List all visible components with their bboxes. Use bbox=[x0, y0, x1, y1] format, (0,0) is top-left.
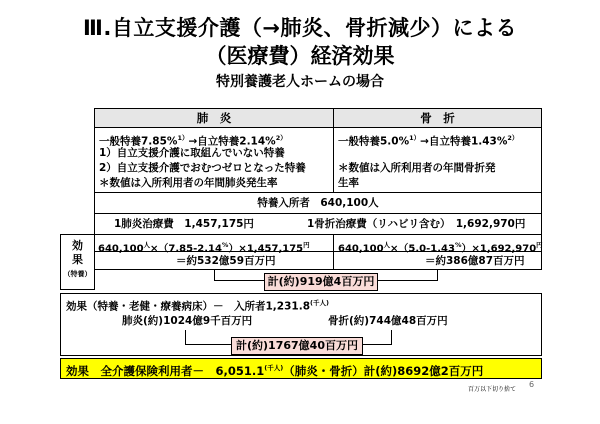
all-facilities-total: 計(約)1767億40百万円 bbox=[231, 337, 363, 355]
residents-label: 特養入所者 640,100人 bbox=[257, 197, 379, 209]
footnote-1: 1） bbox=[409, 134, 421, 142]
footer-note: 百万以下切り捨て bbox=[468, 386, 517, 393]
calc-residents: 640,100 bbox=[338, 243, 384, 255]
total-effect-users: 効果 全介護保険利用者－ 6,051.1 bbox=[66, 363, 265, 378]
effect-all-line1 bbox=[66, 296, 329, 314]
unit-thousand-people: (千人) bbox=[264, 364, 284, 372]
effect-all-pneumonia: 肺炎(約)1024億9千百万円 bbox=[122, 315, 253, 327]
total-effect-amount: （肺炎・骨折）計(約)8692億2百万円 bbox=[283, 363, 484, 378]
fracture-header: 骨 折 bbox=[333, 108, 542, 128]
pneumonia-result: ＝約532億59百万円 bbox=[176, 255, 276, 267]
unit-yen: 円 bbox=[536, 241, 543, 249]
title-line-1: Ⅲ.自立支援介護（→肺炎、骨折減少）による bbox=[83, 16, 517, 40]
unit-percent: % bbox=[221, 241, 229, 249]
unit-percent: % bbox=[454, 241, 462, 249]
pneumonia-note-2: 2）自立支援介護でおむつゼロとなった特養 bbox=[99, 162, 306, 174]
footnote-2: 2） bbox=[275, 134, 287, 142]
unit-yen: 円 bbox=[303, 241, 310, 249]
subtitle: 特別養護老人ホームの場合 bbox=[216, 74, 384, 90]
effect-all-fracture: 骨折(約)744億48百万円 bbox=[328, 315, 448, 327]
connector-all-right bbox=[391, 330, 392, 345]
unit-person: 人 bbox=[143, 241, 151, 249]
effect-all-residents: 効果（特養・老健・療養病床）－ 入所者1,231.8 bbox=[66, 300, 311, 313]
pneumonia-note-1: 1）自立支援介護に取組んでいない特養 bbox=[99, 147, 285, 159]
effect-label-3: （特養） bbox=[63, 270, 92, 278]
footnote-1: 1） bbox=[177, 134, 189, 142]
calc-cost: ）×1,457,175 bbox=[228, 243, 304, 255]
fracture-result: ＝約386億87百万円 bbox=[425, 255, 525, 267]
footnote-2: 2） bbox=[507, 134, 519, 142]
fracture-note-1: ＊数値は入所利用者の年間骨折発 bbox=[338, 162, 496, 174]
effect-label-2: 果 bbox=[72, 253, 83, 266]
pneumonia-header: 肺 炎 bbox=[94, 108, 334, 128]
calc-residents: 640,100 bbox=[98, 243, 144, 255]
title-line-2: （医療費）経済効果 bbox=[205, 44, 395, 68]
fracture-cost: 1骨折治療費（リハビリ含む） 1,692,970円 bbox=[307, 218, 526, 230]
pneumonia-rate-self: →自立特養2.14% bbox=[188, 135, 276, 148]
calc-rate-diff: ×（7.85-2.14 bbox=[150, 243, 222, 255]
fracture-rate bbox=[338, 131, 518, 149]
fracture-note-2: 生率 bbox=[338, 177, 359, 189]
pneumonia-note-3: ＊数値は入所利用者の年間肺炎発生率 bbox=[99, 177, 278, 189]
facility-total: 計(約)919億4百万円 bbox=[264, 273, 378, 291]
calc-cost: ）×1,692,970 bbox=[461, 243, 537, 255]
total-effect-text bbox=[66, 361, 483, 379]
pneumonia-cost: 1肺炎治療費 1,457,175円 bbox=[114, 218, 254, 230]
effect-label-1: 効 bbox=[72, 239, 83, 252]
pneumonia-rate-general: 一般特養7.85% bbox=[99, 135, 178, 148]
calc-rate-diff: ×（5.0-1.43 bbox=[390, 243, 455, 255]
fracture-rate-self: →自立特養1.43% bbox=[420, 135, 508, 148]
unit-thousand-people: (千人) bbox=[310, 299, 329, 307]
fracture-rate-general: 一般特養5.0% bbox=[338, 135, 410, 148]
connector-all-left bbox=[185, 330, 186, 345]
unit-person: 人 bbox=[383, 241, 391, 249]
page-number: 6 bbox=[529, 380, 535, 389]
